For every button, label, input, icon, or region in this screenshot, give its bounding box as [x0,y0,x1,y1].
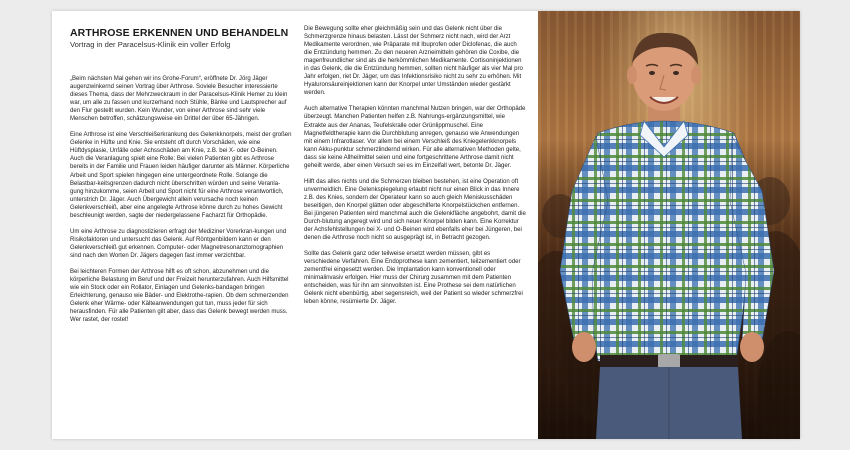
article-left-column [70,27,292,332]
paragraph: „Beim nächsten Mal gehen wir ins Grohe-Forum“, eröffnete Dr. Jörg Jäger augenzwinkernd seinen Vortrag über Arthrose. Soviele Besucher interessierte dieses Thema, dass der Mehrzweckraum in der Paracelsus-Klinik Hemer zu klein war, um alle zu fassen und kurzerhand noch Stühle, Bänke und Lautsprecher auf den Flur gestellt wurden. Kein Wunder, von einer Arthrose sind sehr viele Menschen betroffen, schätzungsweise ein Drittel der über 65-Jährigen. [70,76,288,123]
article-middle-column [304,25,526,315]
article-title: ARTHROSE ERKENNEN UND BEHANDELN [70,27,289,39]
speaker-photo [538,11,800,439]
article-subtitle: Vortrag in der Paracelsus-Klinik ein voller Erfolg [70,40,231,49]
paragraph: Bei leichteren Formen der Arthrose hilft es oft schon, abzunehmen und die körperliche Belastung im Beruf und der Freizeit herunterzufahren. Auch Hilfsmittel wie ein Stock oder ein Rollator, Einlagen und Gelenks-bandagen bringen Erleichterung, genauso wie Bäder- und Elektrothe-rapien. Ob dem schmerzenden Gelenk eher Wärme- oder Kälteanwendungen gut tun, muss jeder für sich herausfinden. Für alle Patienten gilt aber, dass das Gelenk bewegt werden muss. Wer rastet, der rostet! [70,268,289,324]
paragraph: Die Bewegung sollte eher gleichmäßig sein und das Gelenk nicht über die Schmerzgrenze hinaus belasten. Lässt der Schmerz nicht nach, wird der Arzt Medikamente verordnen, wie Präparate mit Ibuprofen oder Diclofenac, die auch die Entzündung hemmen. Zu den neueren Arzneimitteln gehören die Coxibe, die magenfreundlicher sind als die herkömmlichen Medikamente. Cortisoninjektionen in das Gelenk, die die Entzündung hemmen, sollten nicht häufiger als vier Mal pro Jahr erfolgen, riet Dr. Jäger, um das Infektionsrisiko nicht zu sehr zu erhöhen. Mit Hyaluronsäureinjektionen kann der Knorpel unter Umständen wieder gestärkt werden. [304,26,523,97]
paragraph: Sollte das Gelenk ganz oder teilweise ersetzt werden müssen, gibt es verschiedene Verfahren. Eine Endoprothese kann zementiert, teilzementiert oder zementfrei eingesetzt werden. Die Implantation kann konventionell oder minimalinvasiv erfolgen. Hier muss der Chirurg zusammen mit dem Patienten entscheiden, was für ihn am sinnvollsten ist. Eine Prothese sei dem natürlichen Gelenk nicht ebenbürtig, aber segensreich, weil der Patient so wieder schmerzfrei leben könne, resümierte Dr. Jäger. [304,251,523,306]
paragraph: Auch alternative Therapien könnten manchmal Nutzen bringen, war der Orthopäde überzeugt. Manchen Patienten helfen z.B. Nahrungs-ergänzungsmittel, wie Extrakte aus der Ananas, Teufelskralle oder Grünlippmuschel. Eine Magnetfeldtherapie kann die Durchblutung anregen, genauso wie Anwendungen mit einem Infrarotlaser. Vor allem bei einem Verschleiß des Kniegelenkknorpels kann Akku-punktur schmerzlindernd wirken. Für alle alternativen Methoden gelte, dass sie keine Allheilmittel seien und eine fortgeschrittene Arthrose damit nicht geheilt werde, aber einen Versuch sei es im Einzelfall wert, betonte Dr. Jäger. [304,106,526,169]
paragraph: Hilft das alles nichts und die Schmerzen bleiben bestehen, ist eine Operation oft unvermeidlich. Eine Gelenkspiegelung erlaubt nicht nur einen Blick in das Innere z.B. des Knies, sondern der Operateur kann so auch gleich Meniskusschäden beseitigen, den Knorpel glätten oder abgeschilferte Knorpelstückchen entfernen. Bei jüngeren Patienten wird manchmal auch die Gelenkfläche angebohrt, damit die Durch-blutung angeregt wird und sich neuer Knorpel bilden kann. Eine Korrektur der Achsfehlstellungen bei X- und O-Beinen wird ebenfalls eher bei Jüngeren, bei denen die Arthrose noch nicht so ausgeprägt ist, in Betracht gezogen. [304,178,526,242]
speaker-figure [538,11,800,439]
paragraph: Eine Arthrose ist eine Verschleißerkrankung des Gelenkknorpels, meist der großen Gelenke in Hüfte und Knie. Sie entsteht oft durch Vorschäden, wie eine Hüftdysplasie, Unfälle oder Achsschäden am Knie, z.B. bei X- oder O-Beinen. Auch die Veranlagung spielt eine Rolle: Bei vielen Patienten gibt es Arthrose bereits in der Familie und Frauen leiden häufiger darunter als Männer. Körperliche Arbeit und Sport spielen hingegen eine untergeordnete Rolle. Solange die Belastbar-keitsgrenzen dadurch nicht überschritten würden und seine Veranla-gung hinzukomme, seien Arbeit und Sport nicht für eine Arthrose verantwortlich, unterstrich Dr. Jäger. Auch Übergewicht allein verursache noch keinen Gelenkverschleiß, aber eine angelegte Arthrose könne durch zu hohes Gewicht beschleunigt werden, sagte der niedergelassene Facharzt für Orthopädie. [70,132,292,219]
paragraph: Um eine Arthrose zu diagnostizieren erfragt der Mediziner Vorerkran-kungen und Risikofaktoren und untersucht das Gelenk. Auf Röntgenbildern kann er den Gelenkverschleiß gut erkennen. Computer- oder Magnetresonanztomographien sind nach den Worten Dr. Jägers dagegen fast immer verzichtbar. [70,228,287,259]
article-page [52,11,800,439]
